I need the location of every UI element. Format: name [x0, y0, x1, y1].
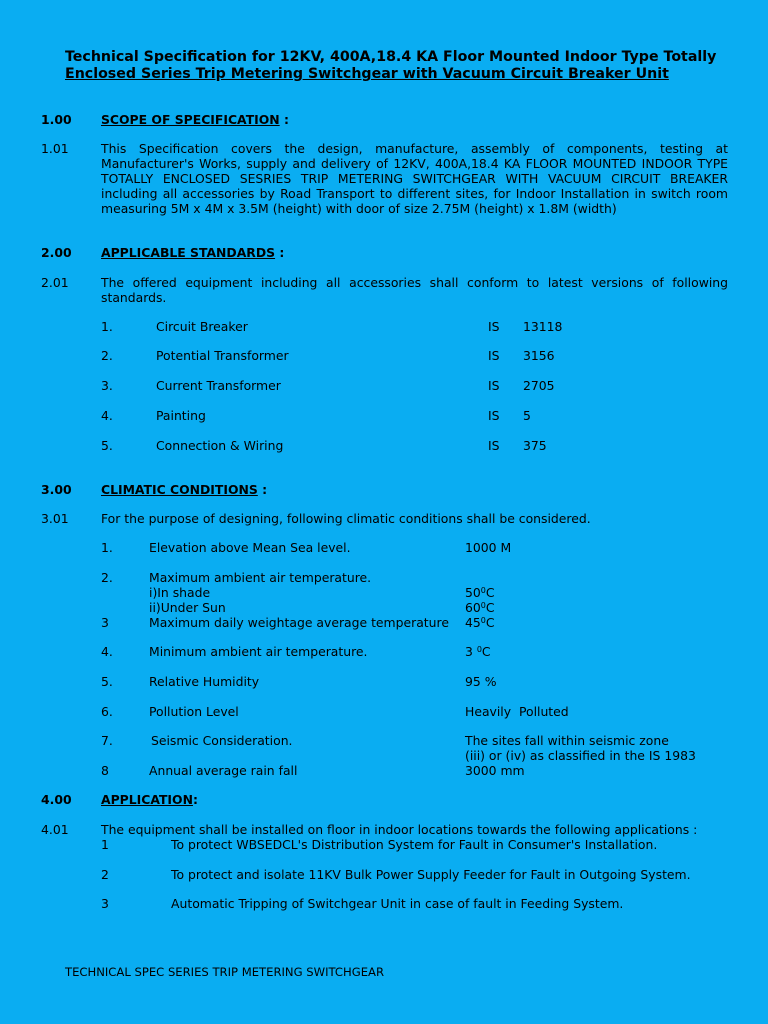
section-heading-climatic-colon: : — [262, 482, 268, 497]
application-item-text: To protect WBSEDCL's Distribution System for Fault in Consumer's Installation. — [171, 837, 658, 852]
temp-unit: C — [481, 644, 491, 659]
page-footer: TECHNICAL SPEC SERIES TRIP METERING SWITCHGEAR — [65, 965, 385, 979]
temp-value: 50 — [465, 585, 481, 600]
temp-unit: C — [485, 600, 495, 615]
standard-name: Painting — [156, 408, 206, 423]
application-paragraph: The equipment shall be installed on floor in indoor locations towards the following applications : — [101, 822, 698, 837]
application-item-number: 3 — [101, 896, 109, 911]
standard-body: IS — [488, 378, 500, 393]
application-item-number: 2 — [101, 867, 109, 882]
climatic-item-number: 7. — [101, 733, 113, 748]
climatic-item-label: Maximum daily weightage average temperature — [149, 615, 449, 630]
temp-unit: C — [485, 615, 495, 630]
standard-name: Connection & Wiring — [156, 438, 284, 453]
section-heading-standards — [101, 245, 284, 260]
climatic-item-number: 6. — [101, 704, 113, 719]
climatic-subitem-label: i)In shade — [149, 585, 211, 600]
standard-number: 1. — [101, 319, 113, 334]
section-number-application: 4.00 — [41, 792, 72, 807]
subsection-number-application: 4.01 — [41, 822, 69, 837]
section-heading-scope-colon: : — [283, 112, 289, 127]
document-title-line-2: Enclosed Series Trip Metering Switchgear with Vacuum Circuit Breaker Unit — [65, 66, 669, 82]
application-item-text: To protect and isolate 11KV Bulk Power Supply Feeder for Fault in Outgoing System. — [171, 867, 691, 882]
climatic-item-label: Minimum ambient air temperature. — [149, 644, 368, 659]
standard-name: Potential Transformer — [156, 348, 289, 363]
climatic-item-label: Elevation above Mean Sea level. — [149, 540, 351, 555]
climatic-item-label: Seismic Consideration. — [151, 733, 293, 748]
climatic-subitem-value — [465, 585, 495, 600]
standard-code: 5 — [523, 408, 531, 423]
climatic-item-label: Relative Humidity — [149, 674, 260, 689]
standards-paragraph: The offered equipment including all accessories shall conform to latest versions of following standards. — [101, 275, 728, 305]
climatic-item-value — [465, 644, 491, 659]
standard-code: 13118 — [523, 319, 563, 334]
temp-degree: 0 — [480, 601, 486, 610]
standard-code: 375 — [523, 438, 547, 453]
climatic-item-number: 8 — [101, 763, 109, 778]
temp-degree: 0 — [480, 616, 486, 625]
climatic-item-value-continued: (iii) or (iv) as classified in the IS 1983 — [465, 748, 696, 763]
section-heading-scope — [101, 112, 289, 127]
temp-degree: 0 — [476, 645, 482, 654]
section-heading-climatic-text: CLIMATIC CONDITIONS — [101, 482, 258, 497]
climatic-subitem-label: ii)Under Sun — [149, 600, 226, 615]
subsection-number-scope: 1.01 — [41, 141, 69, 156]
standard-number: 3. — [101, 378, 113, 393]
climatic-item-value — [465, 615, 495, 630]
climatic-item-number: 1. — [101, 540, 113, 555]
section-heading-standards-colon: : — [279, 245, 285, 260]
climatic-item-number: 5. — [101, 674, 113, 689]
scope-paragraph: This Specification covers the design, manufacture, assembly of components, testing at Manufacturer's Works, supply and delivery of 12KV, 400A,18.4 KA FLOOR MOUNTED INDOOR TYPE TOTALLY ENCLOSED SESRIES TRIP METERING SWITCHGEAR WITH VACUUM CIRCUIT BREAKER including all accessories by Road Transport to different sites, for Indoor Installation in switch room measuring 5M x 4M x 3.5M (height) with door of size 2.75M (height) x 1.8M (width) — [101, 141, 728, 216]
climatic-item-number: 3 — [101, 615, 109, 630]
temp-value: 3 — [465, 644, 477, 659]
temp-degree: 0 — [480, 586, 486, 595]
standard-number: 5. — [101, 438, 113, 453]
section-heading-application — [101, 792, 198, 807]
climatic-item-value: 3000 mm — [465, 763, 525, 778]
section-heading-scope-text: SCOPE OF SPECIFICATION — [101, 112, 280, 127]
climatic-item-value: 95 % — [465, 674, 497, 689]
standard-name: Circuit Breaker — [156, 319, 248, 334]
standard-code: 3156 — [523, 348, 555, 363]
climatic-item-value: The sites fall within seismic zone — [465, 733, 669, 748]
climatic-item-label: Maximum ambient air temperature. — [149, 570, 372, 585]
section-heading-standards-text: APPLICABLE STANDARDS — [101, 245, 276, 260]
climatic-item-label: Annual average rain fall — [149, 763, 298, 778]
application-item-text: Automatic Tripping of Switchgear Unit in case of fault in Feeding System. — [171, 896, 624, 911]
standard-body: IS — [488, 348, 500, 363]
section-heading-application-colon: : — [192, 792, 198, 807]
climatic-paragraph: For the purpose of designing, following climatic conditions shall be considered. — [101, 511, 591, 526]
climatic-item-value: 1000 M — [465, 540, 512, 555]
climatic-item-label: Pollution Level — [149, 704, 239, 719]
temp-value: 60 — [465, 600, 481, 615]
section-heading-climatic — [101, 482, 267, 497]
section-number-standards: 2.00 — [41, 245, 72, 260]
climatic-item-number: 2. — [101, 570, 113, 585]
application-item-number: 1 — [101, 837, 109, 852]
standard-body: IS — [488, 408, 500, 423]
standard-code: 2705 — [523, 378, 555, 393]
subsection-number-climatic: 3.01 — [41, 511, 69, 526]
standard-number: 2. — [101, 348, 113, 363]
section-number-scope: 1.00 — [41, 112, 72, 127]
climatic-subitem-value — [465, 600, 495, 615]
section-heading-application-text: APPLICATION — [101, 792, 193, 807]
standard-body: IS — [488, 438, 500, 453]
section-number-climatic: 3.00 — [41, 482, 72, 497]
document-title-line-1: Technical Specification for 12KV, 400A,18.4 KA Floor Mounted Indoor Type Totally — [65, 49, 717, 65]
subsection-number-standards: 2.01 — [41, 275, 69, 290]
climatic-item-value: Heavily Polluted — [465, 704, 569, 719]
temp-unit: C — [485, 585, 495, 600]
climatic-item-number: 4. — [101, 644, 113, 659]
standard-body: IS — [488, 319, 500, 334]
standard-number: 4. — [101, 408, 113, 423]
standard-name: Current Transformer — [156, 378, 281, 393]
temp-value: 45 — [465, 615, 481, 630]
